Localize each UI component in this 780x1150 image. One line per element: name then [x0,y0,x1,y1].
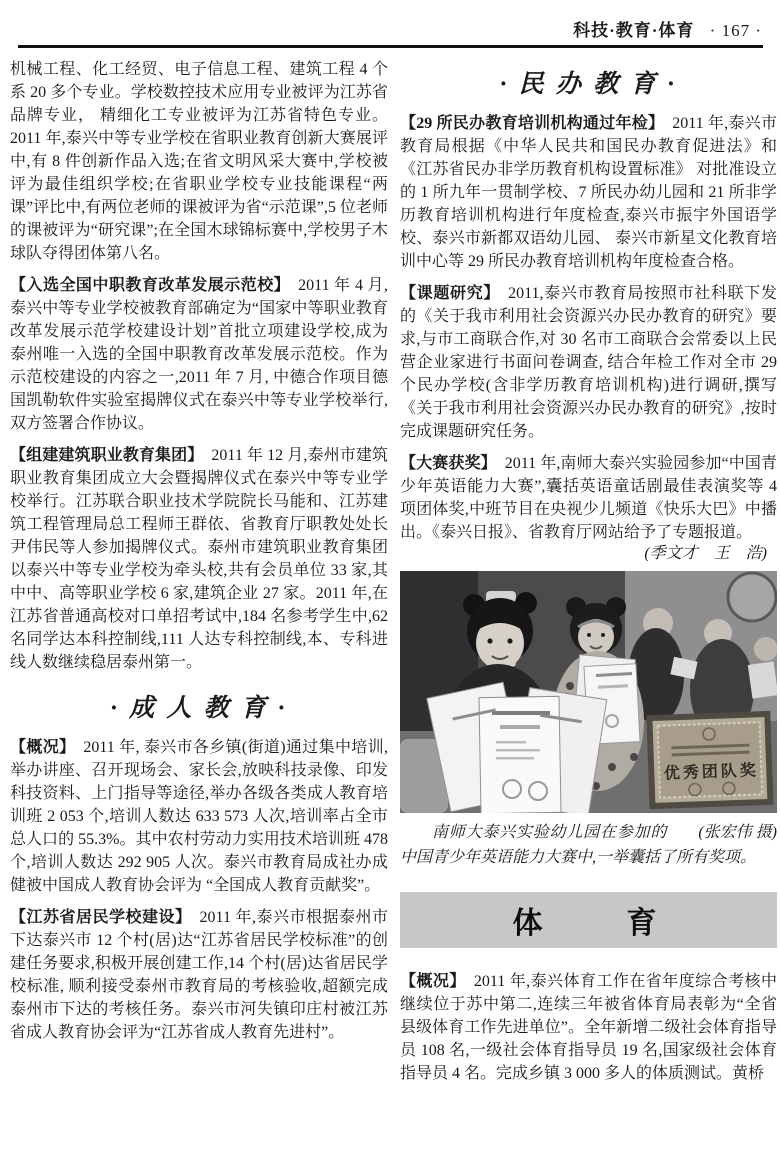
girl1-eye [487,638,492,643]
photo-caption [400,820,777,870]
entry-body: 2011 年,泰兴体育工作在省年度综合考核中继续位于苏中第二,连续三年被省体育局表彰为“全省县级体育工作先进单位”。全年新增二级社会体育指导员 108 名,一级社会体育指导员 19 名,国家级社会体育指导员 4 名。完成乡镇 3 000 多人的体质测试。黄桥 [400,973,777,1082]
left-column [10,58,388,1053]
photo-credit: (张宏伟 摄) [698,824,777,841]
entry-body: 2011 年 4 月, 泰兴中等专业学校被教育部确定为“国家中等职业教育改革发展示范学校建设计划”首批立项建设学校,成为泰州唯一入选的全国中职教育改革发展示范校。作为示范校建设的内容之一,2011 年 7 月, 中德合作项目德国凯勒软件实验室揭牌仪式在泰兴中等专业学校举行,双方签署合作协议。 [10,277,388,432]
entry-body: 2011 年 12 月,泰州市建筑职业教育集团成立大会暨揭牌仪式在泰兴中等专业学校举行。江苏联合职业技术学院院长马能和、江苏建筑工程管理局总工程师王群依、省教育厅职教处处长尹伟民等人参加揭牌仪式。泰州市建筑职业教育集团以泰兴中等专业学校为牵头校,共有会员单位 33 家,其中中、高等职业学校 6 家,建筑企业 27 家。2011 年,在江苏省普通高校对口单招考试中,184 名参考学生中,62 名同学达本科控制线,111 人达专科控制线,本、专科进线人数继续稳居泰州第一。 [10,447,388,671]
entry-heading: 【江苏省居民学校建设】 [10,909,192,926]
page-number: · 167 · [709,21,762,40]
entry-contest-awards [400,452,777,544]
entry-body: 2011 年, 泰兴市各乡镇(街道)通过集中培训,举办讲座、召开现场会、家长会,放映科技录像、印发科技资料、上门指导等途径,举办各级各类成人教育培训班 2 053 个,培训人数达 633 573 人次,培训率占全市总人口的 55.3%。其中农村劳动力实用技术培训班 478 个,培训人数达 292 905 人次。泰兴市教育局成社办成健被中国成人教育协会评为 “全国成人教育贡献奖”。 [10,739,388,894]
section-title-private-education: · 民 办 教 育 · [500,71,677,98]
entry-demo-school [10,274,388,435]
entry-body: 2011 年,泰兴市根据泰州市下达泰兴市 12 个村(居)达“江苏省居民学校标准”的创建任务要求,积极开展创建工作,14 个村(居)达省居民学校标准, 顺利接受泰州市教育局的考核验收,超额完成泰州市下达的考核任务。泰兴市河失镇印庄村被江苏省成人教育协会评为“江苏省成人教育先进村”。 [10,909,388,1041]
award-photo [400,571,777,813]
girl2-eye [601,633,605,637]
running-head-title: 科技·教育·体育 [573,21,695,40]
entry-heading: 【概况】 [400,973,466,990]
entry-resident-school [10,906,388,1044]
header-rule [18,45,763,48]
entry-heading: 【课题研究】 [400,285,501,302]
entry-body: 2011 年,泰兴市教育局根据《中华人民共和国民办教育促进法》和《江苏省民办非学历教育机构设置标准》 对批准设立的 1 所九年一贯制学校、7 所民办幼儿园和 21 所非学历教育培训机构进行年度检查,泰兴市振宇外国语学校、泰兴市新都双语幼儿园、 泰兴市新星文化教育培训中心等 29 所民办教育培训机构年度检查合格。 [400,115,777,270]
entry-heading: 【29 所民办教育培训机构通过年检】 [400,115,665,132]
entry-heading: 【概况】 [10,739,76,756]
child-head [754,637,777,661]
photo-caption-text: 南师大泰兴实验幼儿园在参加的中国青少年英语能力大赛中,一举囊括了所有奖项。 [400,824,757,866]
plaque-text: 优秀团队奖 [663,762,760,783]
certificate [427,682,607,813]
clock-icon [728,573,776,621]
award-plaque [646,711,773,809]
author-byline: (季文才 王 浩) [644,545,767,562]
girl2-eye [587,633,591,637]
entry-sports-overview [400,970,777,1085]
continuation-paragraph [10,58,388,265]
entry-annual-inspection [400,112,777,273]
entry-heading: 【组建建筑职业教育集团】 [10,447,204,464]
entry-heading: 【大赛获奖】 [400,455,497,472]
right-column [400,58,777,1094]
entry-body: 2011 年,南师大泰兴实验园参加“中国青少年英语能力大赛”,囊括英语童话剧最佳表演奖等 4 项团体奖,中班节目在央视少儿频道《快乐大巴》中播出。《泰兴日报》、省教育厅网站给予了专题报道。 [400,455,777,541]
entry-heading: 【入选全国中职教育改革发展示范校】 [10,277,291,294]
section-title-adult-education: · 成 人 教 育 · [110,695,288,722]
continuation-text: 机械工程、化工经贸、电子信息工程、建筑工程 4 个系 20 多个专业。学校数控技术应用专业被评为江苏省品牌专业， 精细化工专业被评为江苏省特色专业。2011 年,泰兴中等专业学校在省职业教育创新大赛展评中,有 8 件创新作品入选;在省文明风采大赛中,学校被评为最佳组织学校;在省职业学校专业技能课程“两课”评比中,有两位老师的课被评为省“示范课”,5 位老师的课被评为“研究课”;在全国木球锦标赛中,学校男子木球队夺得团体第八名。 [10,61,388,262]
running-head [573,16,762,41]
girl1-eye [507,638,512,643]
entry-adult-overview [10,736,388,897]
entry-research-project [400,282,777,443]
sports-section-banner: 体 育 [400,892,777,948]
entry-body: 2011,泰兴市教育局按照市社科联下发的《关于我市利用社会资源兴办民办教育的研究》要求,与市工商联合作,对 30 名市工商联合会常委以上民营企业家进行书面问卷调查, 结合年检工作对全市 29 个民办学校(含非学历教育培训机构)进行调研,撰写《关于我市利用社会资源兴办民办教育的研究》,按时完成课题研究任务。 [400,285,777,440]
entry-construction-group [10,444,388,674]
paper-sheet [748,661,777,698]
